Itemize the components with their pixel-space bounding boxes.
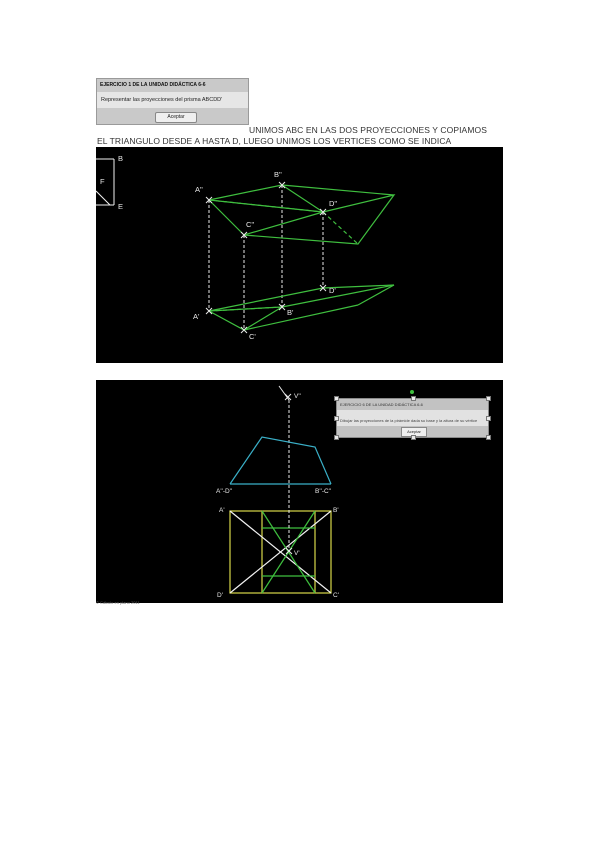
vertical-projection <box>209 185 394 244</box>
dialog-title: EJERCICIO 6 DE LA UNIDAD DIDÁCTICA 6-6 <box>340 402 423 407</box>
elevation-trapezoid <box>230 437 331 484</box>
label-c-double-prime: C'' <box>246 220 255 229</box>
label-c-prime: C' <box>333 592 339 599</box>
caption-line-1: UNIMOS ABC EN LAS DOS PROYECCIONES Y COPIAMOS <box>249 125 487 135</box>
label-bc-double-prime: B''-C'' <box>315 488 332 495</box>
resize-handle[interactable] <box>411 435 416 440</box>
dialog-message: Dibujar las proyecciones de la pirámide dada su base y la altura de su vértice <box>340 418 478 423</box>
label-a-prime: A' <box>193 312 200 321</box>
accept-button[interactable]: Aceptar <box>401 427 427 437</box>
prism-projection-drawing <box>96 147 503 363</box>
label-a-prime: A' <box>219 507 225 514</box>
label-b-prime: B' <box>287 308 294 317</box>
label-v-double-prime: V'' <box>294 393 301 400</box>
label-side-b: B <box>118 154 124 163</box>
exercise-dialog <box>96 78 249 125</box>
resize-handle[interactable] <box>334 435 339 440</box>
resize-handle[interactable] <box>486 416 491 421</box>
rotate-handle[interactable] <box>410 390 414 394</box>
resize-handle[interactable] <box>334 416 339 421</box>
label-b-double-prime: B'' <box>274 170 282 179</box>
label-d-prime: D' <box>329 286 336 295</box>
resize-handle[interactable] <box>486 396 491 401</box>
label-c-prime: C' <box>249 332 256 341</box>
accept-button[interactable]: Aceptar <box>155 112 197 123</box>
dialog-title: EJERCICIO 1 DE LA UNIDAD DIDÁCTICA 6-6 <box>100 82 206 88</box>
label-d-prime: D' <box>217 592 223 599</box>
label-side-e: E <box>118 202 124 211</box>
side-fragment <box>96 159 114 205</box>
dialog-message: Representar las proyecciones del prisma ABCDD' <box>101 97 223 103</box>
label-ad-double-prime: A''-D'' <box>216 488 233 495</box>
prism-svg <box>96 147 503 363</box>
resize-handle[interactable] <box>334 396 339 401</box>
plan-square <box>230 511 331 593</box>
horizontal-projection <box>209 285 394 330</box>
label-b-prime: B' <box>333 507 339 514</box>
caption-line-2: EL TRIANGULO DESDE A HASTA D, LUEGO UNIMOS LOS VERTICES COMO SE INDICA <box>97 136 452 146</box>
label-v-prime: V' <box>294 550 300 557</box>
label-side-f: F <box>100 177 105 186</box>
footer-text: © Cálculo en plano 2011 <box>96 600 140 605</box>
label-d-double-prime: D'' <box>329 199 338 208</box>
exercise-dialog-small <box>336 398 489 438</box>
resize-handle[interactable] <box>411 396 416 401</box>
label-a-double-prime: A'' <box>195 185 203 194</box>
resize-handle[interactable] <box>486 435 491 440</box>
